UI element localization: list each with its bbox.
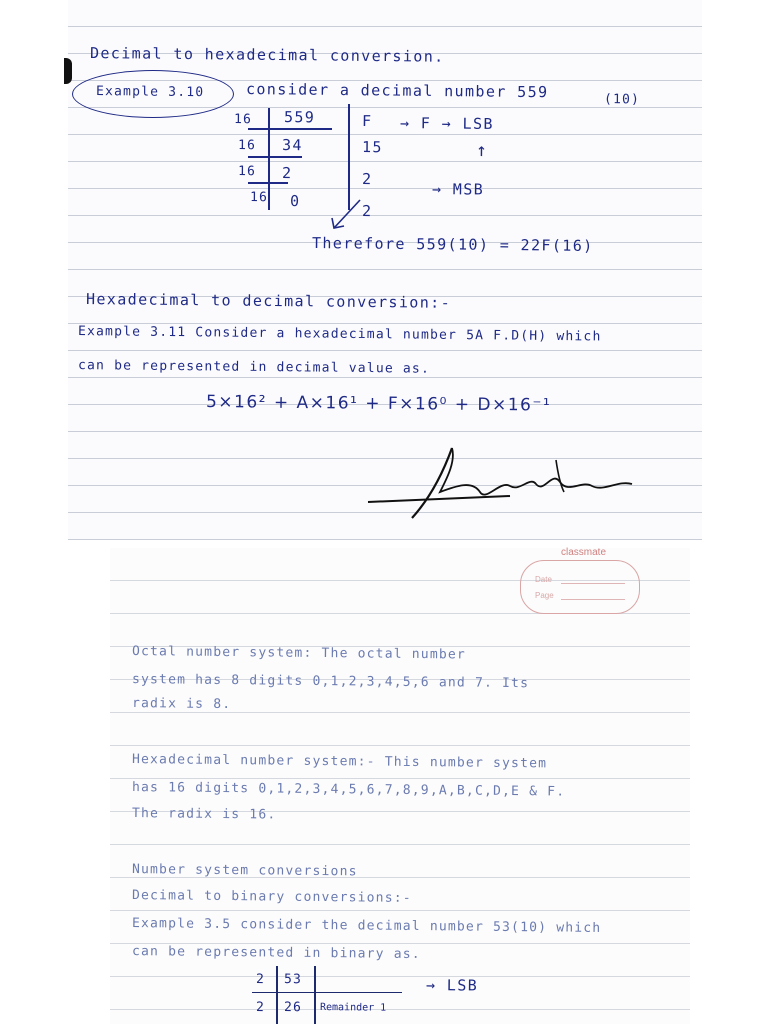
remainder-vertical-line — [348, 104, 350, 210]
diagonal-arrow-icon — [324, 196, 374, 236]
example-text: consider a decimal number 559 — [245, 80, 549, 102]
hex-system-line-2: has 16 digits 0,1,2,3,4,5,6,7,8,9,A,B,C,D,E & F. — [131, 780, 566, 800]
classmate-stamp — [520, 547, 640, 614]
division-underline-3 — [248, 182, 288, 184]
octal-line-3: radix is 8. — [131, 696, 232, 713]
therefore-line: Therefore 559(10) = 22F(16) — [311, 234, 594, 255]
octal-line-1: Octal number system: The octal number — [131, 644, 467, 663]
hex-system-line-1: Hexadecimal number system:- This number system — [131, 752, 548, 772]
binary-divisor: 2 — [255, 972, 266, 988]
binary-remainder-note: Remainder 1 — [319, 1002, 387, 1014]
up-arrow-icon: ↑ — [475, 140, 487, 162]
division-dividend: 559 — [283, 108, 316, 127]
division-divisor: 16 — [237, 138, 257, 154]
division-remainder: F — [361, 112, 373, 131]
stamp-page-rule — [561, 599, 625, 600]
division-underline-1 — [248, 128, 332, 130]
binary-dividend: 53 — [283, 972, 303, 988]
binary-lsb-note: → LSB — [425, 976, 479, 995]
stamp-date-rule — [561, 583, 625, 584]
example-3-11-line-1: Example 3.11 Consider a hexadecimal number 5A F.D(H) which — [77, 324, 602, 345]
division-remainder: 2 — [361, 170, 373, 189]
division-vertical-line — [268, 108, 270, 210]
division-dividend: 2 — [281, 164, 293, 183]
division-remainder: 15 — [361, 138, 383, 157]
binary-divisor: 2 — [255, 1000, 266, 1016]
notebook-binding-ring — [64, 58, 72, 84]
lsb-arrow: → F → LSB — [399, 114, 494, 133]
hex-system-line-3: The radix is 16. — [131, 806, 277, 823]
division-divisor: 16 — [237, 164, 257, 180]
msb-arrow: → MSB — [431, 180, 485, 199]
example-3-5-line-2: can be represented in binary as. — [131, 944, 421, 963]
example-3-5-line-1: Example 3.5 consider the decimal number 53(10) which — [131, 916, 602, 936]
expansion-formula: 5×16² + A×16¹ + F×16⁰ + D×16⁻¹ — [205, 392, 552, 416]
division-underline-2 — [248, 156, 302, 158]
division-dividend: 0 — [289, 192, 301, 211]
example-3-11-line-2: can be represented in decimal value as. — [77, 358, 431, 377]
division-dividend: 34 — [281, 136, 303, 155]
binary-division-vertical-line — [276, 966, 278, 1024]
binary-dividend: 26 — [283, 1000, 303, 1016]
binary-division-underline — [252, 992, 402, 993]
section-heading-hex-to-decimal: Hexadecimal to decimal conversion:- — [85, 290, 452, 312]
binary-remainder-vertical-line — [314, 966, 316, 1024]
example-base: (10) — [603, 92, 641, 108]
stamp-page-label: Page — [535, 591, 554, 600]
division-divisor: 16 — [249, 190, 269, 206]
division-remainder: 2 — [361, 202, 373, 221]
number-system-conversions-heading: Number system conversions — [131, 862, 358, 880]
decimal-to-binary-heading: Decimal to binary conversions:- — [131, 888, 412, 906]
example-label: Example 3.10 — [95, 84, 205, 101]
page-title: Decimal to hexadecimal conversion. — [89, 44, 445, 66]
stamp-brand: classmate — [561, 547, 607, 558]
stamp-date-label: Date — [535, 575, 552, 584]
division-divisor: 16 — [233, 112, 253, 128]
octal-line-2: system has 8 digits 0,1,2,3,4,5,6 and 7. Its — [131, 672, 530, 692]
handwritten-signature — [360, 440, 660, 520]
